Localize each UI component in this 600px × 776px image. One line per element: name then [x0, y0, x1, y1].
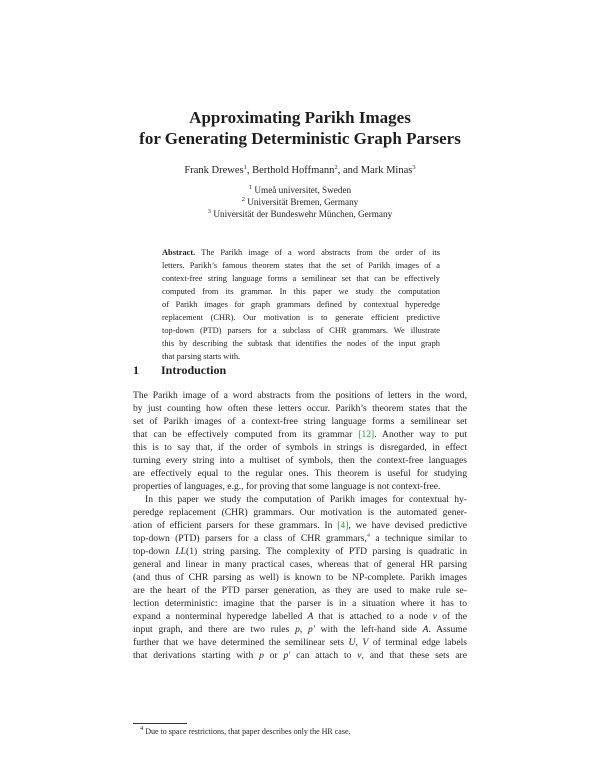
math-run: U, V [348, 637, 369, 648]
abstract-line: letters. Parikh’s famous theorem states that the set of Parikh images of a [162, 261, 440, 270]
text-run: (1) string parsing. The complexity of PTD parsing is quadratic in [186, 546, 467, 557]
affil-text: Universität Bremen, Germany [247, 197, 359, 207]
abstract-line: context-free string language forms a semilinear set that can be effectively [162, 274, 440, 283]
section-number: 1 [133, 363, 139, 377]
affil-text: Universität der Bundeswehr München, Germany [213, 209, 393, 219]
text-line: properties of languages, e.g., for proving that some language is not context-free. [133, 481, 441, 492]
footnote-mark: 4 [140, 725, 144, 732]
paper-title [0, 107, 600, 149]
abstract-line: The Parikh image of a word abstracts from the order of its [195, 248, 440, 257]
abstract-line: this by describing the subtask that identifies the nodes of the input graph [162, 339, 440, 348]
abstract-line: computed from its grammar. In this paper we study the computation [162, 287, 440, 296]
text-run: that is attached to a node [313, 611, 433, 622]
author-affil-mark: 3 [412, 164, 416, 171]
affiliation [0, 208, 600, 220]
text-run: a technique similar to [369, 533, 467, 544]
title-line-1: Approximating Parikh Images [189, 108, 411, 127]
text-line [133, 428, 467, 441]
text-run: or [263, 650, 284, 661]
math-run: v [432, 611, 437, 622]
citation-link[interactable]: [12] [358, 429, 375, 440]
text-line: this is to say that, if the order of symbols in strings is disregarded, in effect [133, 442, 467, 453]
text-run: ation of efficient parsers for these grammars. In [133, 520, 338, 531]
body-text [133, 389, 467, 662]
text-run: . Assume [428, 624, 467, 635]
text-run: of the [436, 611, 467, 622]
author-name: , and Mark Minas [337, 165, 413, 176]
text-line [133, 532, 467, 545]
paragraph [133, 389, 467, 493]
text-line: set of Parikh images of a context-free string language forms a semilinear set [133, 416, 467, 427]
affil-mark: 3 [207, 208, 212, 215]
text-line [133, 610, 467, 623]
paragraph [133, 493, 467, 662]
citation-link[interactable]: [4] [337, 520, 349, 531]
text-run: of terminal edge labels [368, 637, 467, 648]
text-line: (and thus of CHR parsing as well) is known to be NP-complete. Parikh images [133, 572, 467, 583]
text-run: can attach to [290, 650, 358, 661]
abstract-line: that parsing starts with. [162, 352, 241, 361]
abstract-line: replacement (CHR). Our motivation is to generate efficient predictive [162, 313, 440, 322]
math-run: LL [175, 546, 186, 557]
footnote-link[interactable]: 4 [366, 532, 370, 539]
author-name: Frank Drewes [184, 165, 244, 176]
text-line: are effectively equal to the regular ones. This theorem is useful for studying [133, 468, 467, 479]
text-line [133, 545, 467, 558]
text-line [133, 649, 467, 662]
abstract-label: Abstract. [162, 248, 196, 257]
text-run: . Another way to put [374, 429, 467, 440]
text-run: , we have devised predictive [348, 520, 467, 531]
text-line [133, 636, 467, 649]
author-affil-mark: 2 [334, 164, 338, 171]
section-title: Introduction [161, 363, 227, 377]
text-line: are the heart of the PTD parser generation, as they are used to make rule se- [133, 585, 467, 596]
math-run: p [259, 650, 264, 661]
affiliation-list [0, 184, 600, 220]
affil-text: Umeå universitet, Sweden [254, 185, 352, 195]
title-line-2: for Generating Deterministic Graph Parsers [139, 129, 461, 148]
text-line: lection deterministic: imagine that the parser is in a situation where it has to [133, 598, 467, 609]
footnote-text: Due to space restrictions, that paper describes only the HR case. [143, 727, 351, 736]
text-line: general and linear in many practical cases, whereas that of general HR parsing [133, 559, 467, 570]
footnote-rule [133, 723, 187, 724]
text-line: In this paper we study the computation of Parikh images for contextual hy- [145, 494, 467, 505]
math-run: p, p′ [295, 624, 315, 635]
affil-mark: 1 [248, 184, 253, 191]
text-run: that derivations starting with [133, 650, 260, 661]
text-line: The Parikh image of a word abstracts from the positions of letters in the word, [133, 390, 467, 401]
text-run: top-down [133, 546, 176, 557]
abstract-line: top-down (PTD) parsers for a subclass of CHR grammars. We illustrate [162, 326, 440, 335]
text-run: , and that these sets are [361, 650, 467, 661]
text-run: top-down (PTD) parsers for a class of CHR grammars, [133, 533, 367, 544]
author-list [0, 165, 600, 176]
text-line: by just counting how often these letters occur. Parikh’s theorem states that the [133, 403, 467, 414]
text-line: turning every string into a multiset of symbols, then the context-free languages [133, 455, 467, 466]
text-line: peredge replacement (CHR) grammars. Our motivation is the automated gener- [133, 507, 467, 518]
section-heading [133, 363, 226, 378]
text-run: further that we have determined the semilinear sets [133, 637, 349, 648]
text-line [133, 519, 467, 532]
math-run: A [422, 624, 429, 635]
affil-mark: 2 [241, 196, 245, 203]
footnote [140, 727, 351, 736]
text-run: input graph, and there are two rules [133, 624, 296, 635]
text-run: that can be effectively computed from its grammar [133, 429, 359, 440]
abstract [162, 247, 440, 364]
author-affil-mark: 1 [243, 164, 247, 171]
author-name: , Berthold Hoffmann [246, 165, 335, 176]
affiliation [0, 184, 600, 196]
math-run: v [357, 650, 362, 661]
text-run: expand a nonterminal hyperedge labelled [133, 611, 308, 622]
text-line [133, 623, 467, 636]
math-run: A [307, 611, 314, 622]
affiliation [0, 196, 600, 208]
abstract-line: of Parikh images for graph grammars defined by contextual hyperedge [162, 300, 440, 309]
text-run: with the left-hand side [314, 624, 423, 635]
math-run: p′ [283, 650, 291, 661]
